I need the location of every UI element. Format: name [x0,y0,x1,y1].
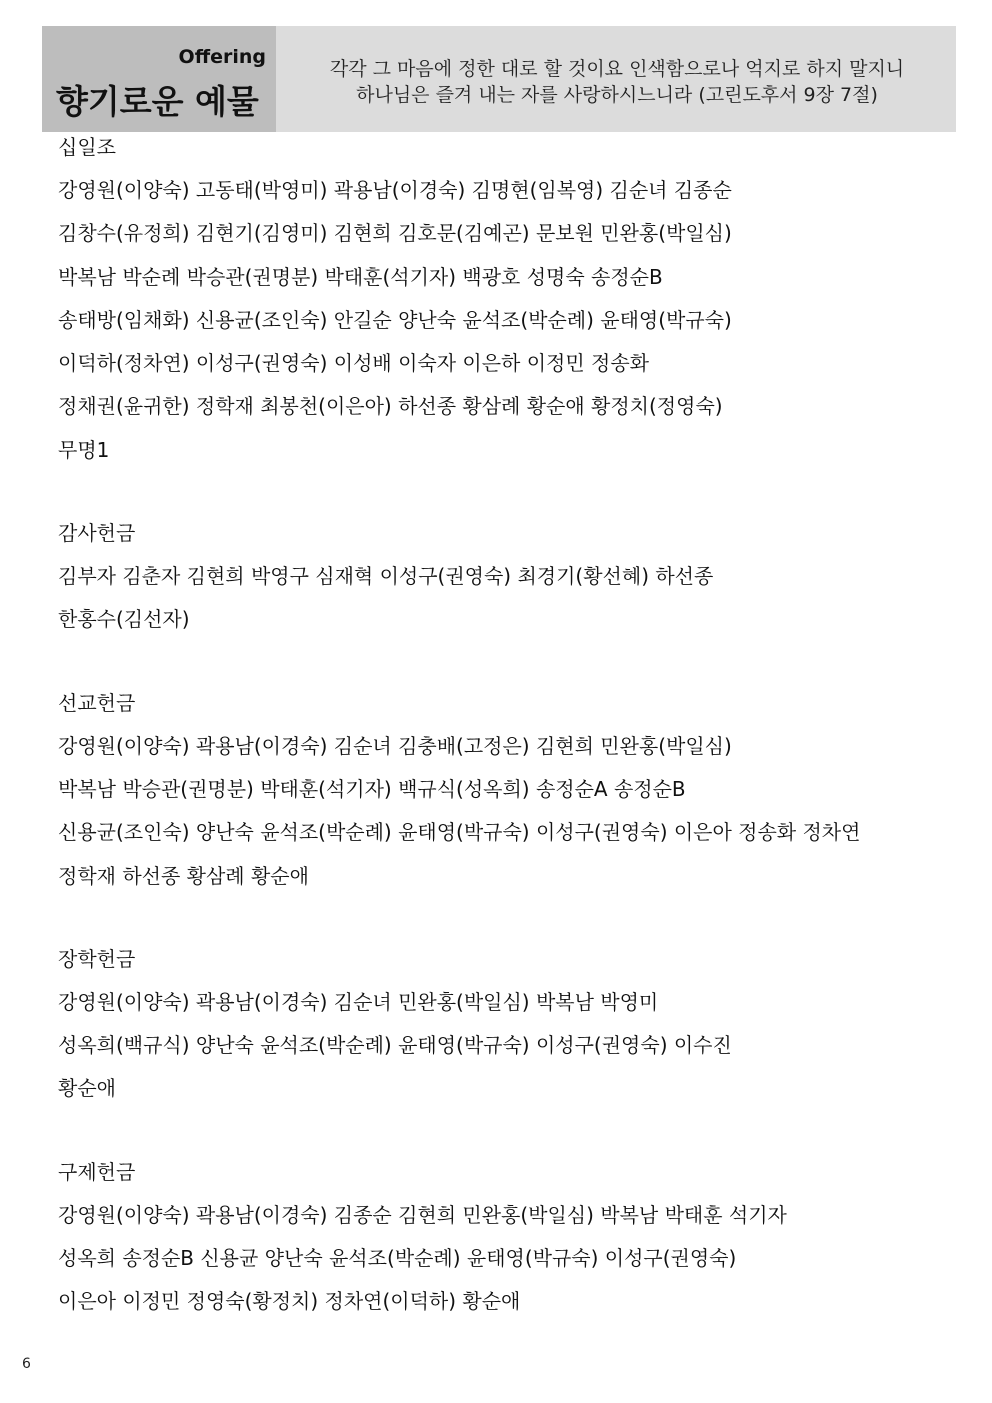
name-line: 이은아 이정민 정영숙(황정치) 정차연(이덕하) 황순애 [58,1289,521,1314]
name-line: 정학재 하선종 황삼례 황순애 [58,863,309,888]
section-title: 구제헌금 [58,1159,136,1184]
verse-line-2: 하나님은 즐겨 내는 자를 사랑하시느니라 (고린도후서 9장 7절) [356,84,878,106]
section-relief [58,1154,938,1327]
page-number: 6 [22,1356,31,1372]
section-tithe [58,129,938,475]
title-box [42,26,276,132]
name-line: 박복남 박승관(권명분) 박태훈(석기자) 백규식(성옥희) 송정순A 송정순B [58,776,686,801]
section-title: 감사헌금 [58,521,136,546]
name-line: 강영원(이양숙) 곽용남(이경숙) 김종순 김현희 민완홍(박일심) 박복남 박태훈 석기자 [58,1202,787,1227]
section-scholarship [58,941,938,1114]
name-line: 성옥희 송정순B 신용균 양난숙 윤석조(박순례) 윤태영(박규숙) 이성구(권영숙) [58,1246,737,1271]
name-line: 박복남 박순례 박승관(권명분) 박태훈(석기자) 백광호 성명숙 송정순B [58,264,663,289]
section-title: 선교헌금 [58,690,136,715]
name-line: 성옥희(백규식) 양난숙 윤석조(박순례) 윤태영(박규숙) 이성구(권영숙) 이수진 [58,1033,732,1058]
section-mission [58,685,938,901]
title-korean: 향기로운 예물 [56,82,259,121]
name-line: 신용균(조인숙) 양난숙 윤석조(박순례) 윤태영(박규숙) 이성구(권영숙) 이은아 정송화 정차연 [58,820,861,845]
title-english: Offering [178,46,266,68]
name-line: 강영원(이양숙) 곽용남(이경숙) 김순녀 김충배(고정은) 김현희 민완홍(박일심) [58,733,732,758]
section-title: 십일조 [58,135,116,159]
section-thanksgiving [58,515,938,645]
name-line: 이덕하(정차연) 이성구(권영숙) 이성배 이숙자 이은하 이정민 정송화 [58,351,649,376]
offering-list [58,129,938,1367]
name-line: 강영원(이양숙) 고동태(박영미) 곽용남(이경숙) 김명현(임복영) 김순녀 김종순 [58,178,732,202]
verse-line-1: 각각 그 마음에 정한 대로 할 것이요 인색함으로나 억지로 하지 말지니 [329,58,905,80]
section-title: 장학헌금 [58,946,136,971]
name-line: 송태방(임채화) 신용균(조인숙) 안길순 양난숙 윤석조(박순례) 윤태영(박규숙) [58,307,732,332]
name-line: 김창수(유정희) 김현기(김영미) 김현희 김호문(김예곤) 문보원 민완홍(박일심) [58,221,732,246]
name-line: 무명1 [58,437,110,462]
bible-verse [292,56,942,108]
name-line: 정채권(윤귀한) 정학재 최봉천(이은아) 하선종 황삼례 황순애 황정치(정영숙) [58,394,723,419]
name-line: 김부자 김춘자 김현희 박영구 심재혁 이성구(권영숙) 최경기(황선혜) 하선종 [58,564,714,589]
name-line: 강영원(이양숙) 곽용남(이경숙) 김순녀 민완홍(박일심) 박복남 박영미 [58,989,659,1014]
name-line: 황순애 [58,1076,116,1101]
header-banner [42,26,956,132]
name-line: 한홍수(김선자) [58,607,190,632]
